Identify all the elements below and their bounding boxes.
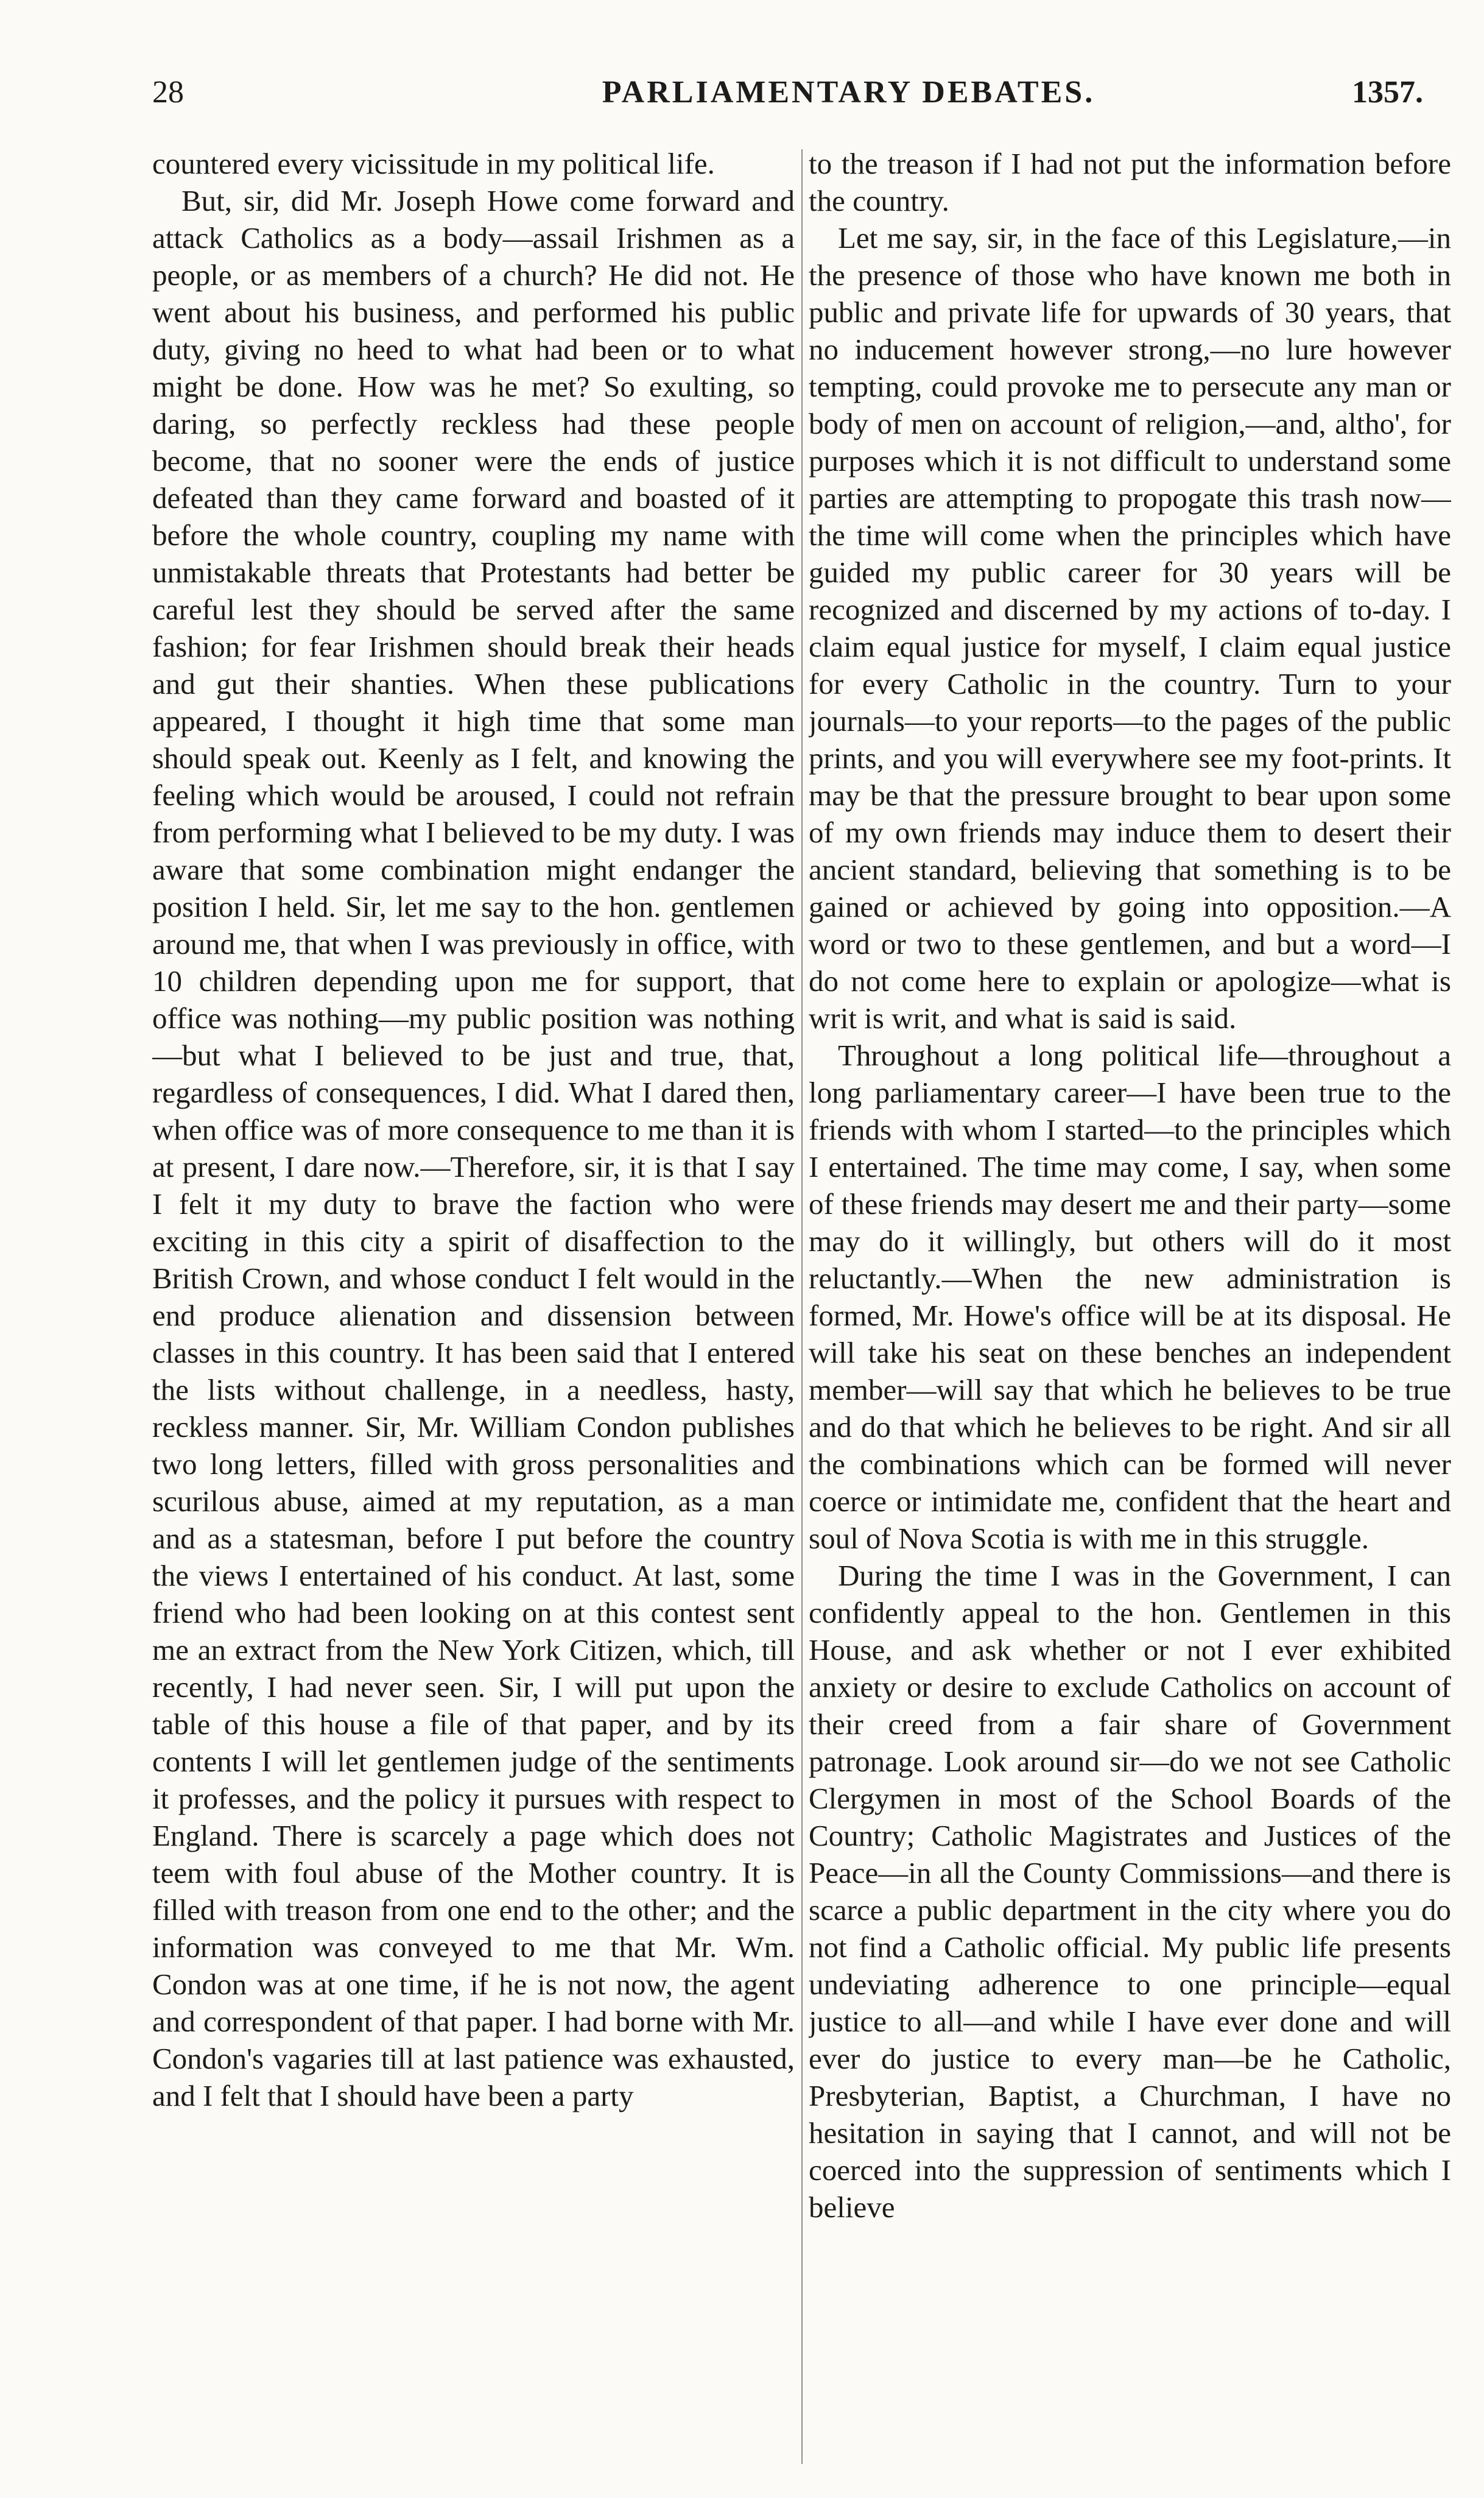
paragraph: to the treason if I had not put the information before the country.: [809, 147, 1451, 217]
paragraph: During the time I was in the Government, I can confidently appeal to the hon. Gentlemen in this House, and ask whether or not I ever exhibited anxiety or desire to exclude Catholics on account of their creed from a fair share of Government patronage. Look around sir—do we not see Catholic Clergymen in most of the School Boards of the Country; Catholic Magistrates and Justices of the Peace—in all the County Commissions—and there is scarce a public department in the city where you do not find a Catholic official. My public life presents undeviating adherence to one principle—equal justice to all—and while I have ever done and will ever do justice to every man—be he Catholic, Presbyterian, Baptist, a Churchman, I have no hesitation in saying that I cannot, and will not be coerced into the suppression of sentiments which I believe: [809, 1559, 1451, 2224]
running-head: [152, 68, 1447, 117]
right-column: [809, 145, 1451, 2472]
column-divider: [801, 149, 803, 2464]
paragraph: Throughout a long political life—throughout a long parliamentary career—I have been true to the friends with whom I started—to the principles which I entertained. The time may come, I say, when some of these friends may desert me and their party—some may do it willingly, but others will do it most reluctantly.—When the new administration is formed, Mr. Howe's office will be at its disposal. He will take his seat on these benches an independent member—will say that which he believes to be true and do that which he believes to be right. And sir all the combinations which can be formed will never coerce or intimidate me, confident that the heart and soul of Nova Scotia is with me in this struggle.: [809, 1039, 1451, 1555]
paragraph: countered every vicissitude in my political life.: [152, 147, 715, 180]
page-number: 28: [152, 75, 184, 110]
paragraph: Let me say, sir, in the face of this Legislature,—in the presence of those who have known me both in public and private life for upwards of 30 years, that no inducement however strong,—no lure however tempting, could provoke me to persecute any man or body of men on account of religion,—and, altho', for purposes which it is not difficult to understand some parties are attempting to propogate this trash now—the time will come when the principles which have guided my public career for 30 years will be recognized and discerned by my actions of to-day. I claim equal justice for myself, I claim equal justice for every Catholic in the country. Turn to your journals—to your reports—to the pages of the public prints, and you will everywhere see my foot-prints. It may be that the pressure brought to bear upon some of my own friends may induce them to desert their ancient standard, believing that something is to be gained or achieved by going into opposition.—A word or two to these gentlemen, and but a word—I do not come here to explain or apologize—what is writ is writ, and what is said is said.: [809, 221, 1451, 1035]
left-column: [152, 145, 795, 2472]
column-number: 1357.: [1352, 75, 1423, 110]
journal-title: PARLIAMENTARY DEBATES.: [602, 75, 1095, 110]
paragraph: But, sir, did Mr. Joseph Howe come forward and attack Catholics as a body—assail Irishmen as a people, or as members of a church? He did not. He went about his business, and performed his public duty, giving no heed to what had been or to what might be done. How was he met? So exulting, so daring, so perfectly reckless had these people become, that no sooner were the ends of justice defeated than they came forward and boasted of it before the whole country, coupling my name with unmistakable threats that Protestants had better be careful lest they should be served after the same fashion; for fear Irishmen should break their heads and gut their shanties. When these publications appeared, I thought it high time that some man should speak out. Keenly as I felt, and knowing the feeling which would be aroused, I could not refrain from performing what I believed to be my duty. I was aware that some combination might endanger the position I held. Sir, let me say to the hon. gentlemen around me, that when I was previously in office, with 10 children depending upon me for support, that office was nothing—my public position was nothing—but what I believed to be just and true, that, regardless of consequences, I did. What I dared then, when office was of more consequence to me than it is at present, I dare now.—Therefore, sir, it is that I say I felt it my duty to brave the faction who were exciting in this city a spirit of disaffection to the British Crown, and whose conduct I felt would in the end produce alienation and dissension between classes in this country. It has been said that I entered the lists without challenge, in a needless, hasty, reckless manner. Sir, Mr. William Condon publishes two long letters, filled with gross personalities and scurilous abuse, aimed at my reputation, as a man and as a statesman, before I put before the country the views I entertained of his conduct. At last, some friend who had been looking on at this contest sent me an extract from the New York Citizen, which, till recently, I had never seen. Sir, I will put upon the table of this house a file of that paper, and by its contents I will let gentlemen judge of the sentiments it professes, and the policy it pursues with respect to England. There is scarcely a page which does not teem with foul abuse of the Mother country. It is filled with treason from one end to the other; and the information was conveyed to me that Mr. Wm. Condon was at one time, if he is not now, the agent and correspondent of that paper. I had borne with Mr. Condon's vagaries till at last patience was exhausted, and I felt that I should have been a party: [152, 184, 795, 2112]
